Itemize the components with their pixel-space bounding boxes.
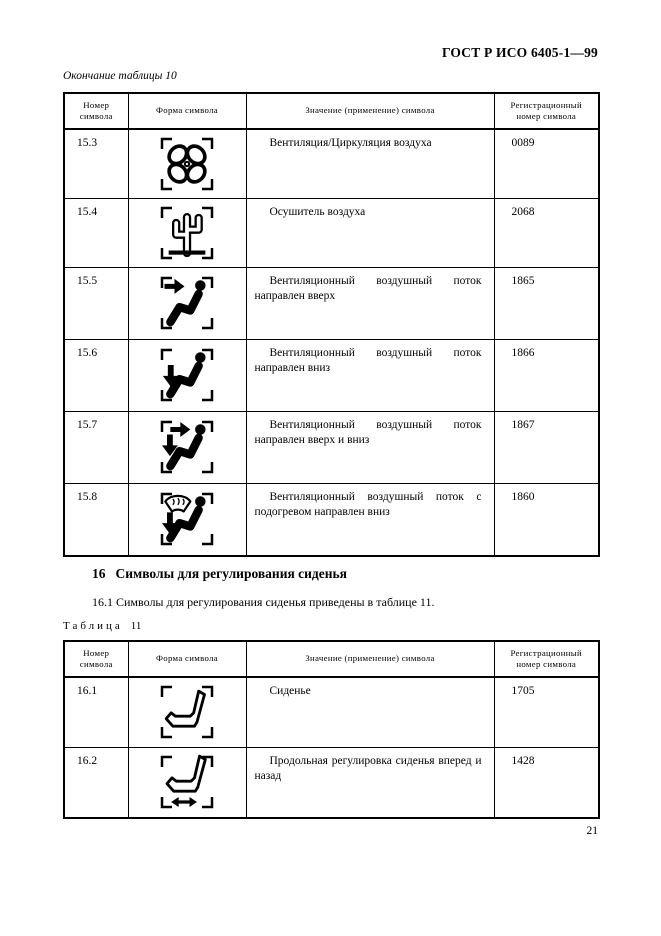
seat-airflow-up-down-icon <box>157 417 217 477</box>
seat-airflow-up-icon <box>157 273 217 333</box>
symbol-number-cell: 16.1 <box>64 677 128 747</box>
table-label-word: Таблица <box>63 620 123 632</box>
symbol-form-cell <box>128 198 246 267</box>
table-row <box>64 483 599 556</box>
table-label-number: 11 <box>130 620 142 632</box>
section-title: Символы для регулирования сиденья <box>115 566 347 581</box>
seat-airflow-down-icon <box>157 345 217 405</box>
table-header-row <box>64 641 599 677</box>
registration-number-cell: 1860 <box>494 483 599 556</box>
symbol-meaning-cell: Вентиляционный воздушный поток направлен вверх <box>246 267 494 339</box>
fan-icon <box>157 134 217 194</box>
symbol-form-cell <box>128 339 246 411</box>
table-row <box>64 198 599 267</box>
symbol-form-cell <box>128 677 246 747</box>
symbol-number-cell: 15.6 <box>64 339 128 411</box>
double-arrow-glyph <box>171 797 197 807</box>
registration-number-cell: 1705 <box>494 677 599 747</box>
registration-number-cell: 1428 <box>494 747 599 818</box>
table-continuation-note: Окончание таблицы 10 <box>63 70 177 82</box>
seat-fore-aft-adjustment-icon <box>157 752 217 812</box>
section-number: 16 <box>92 566 106 581</box>
table-header-row <box>64 93 599 129</box>
symbol-meaning-cell: Вентиляционный воздушный поток направлен вверх и вниз <box>246 411 494 483</box>
table-row <box>64 339 599 411</box>
symbol-meaning-cell: Осушитель воздуха <box>246 198 494 267</box>
symbol-form-cell <box>128 483 246 556</box>
air-dryer-cactus-icon <box>157 203 217 263</box>
symbol-number-cell: 15.5 <box>64 267 128 339</box>
table-row <box>64 129 599 198</box>
registration-number-cell: 1866 <box>494 339 599 411</box>
symbol-form-cell <box>128 411 246 483</box>
symbol-meaning-cell: Вентиляционный воздушный поток направлен вниз <box>246 339 494 411</box>
registration-number-cell: 0089 <box>494 129 599 198</box>
table-row <box>64 267 599 339</box>
table-row <box>64 677 599 747</box>
symbol-number-cell: 15.3 <box>64 129 128 198</box>
table-11 <box>63 640 600 819</box>
section-heading <box>92 566 347 582</box>
col-header-symbol-number: Номер символа <box>64 641 128 677</box>
registration-number-cell: 2068 <box>494 198 599 267</box>
symbol-meaning-cell: Вентиляционный воздушный поток с подогревом направлен вниз <box>246 483 494 556</box>
col-header-registration-number: Регистрационный номер символа <box>494 93 599 129</box>
symbol-form-cell <box>128 747 246 818</box>
col-header-symbol-meaning: Значение (применение) символа <box>246 641 494 677</box>
symbol-number-cell: 15.8 <box>64 483 128 556</box>
symbol-number-cell: 16.2 <box>64 747 128 818</box>
symbol-number-cell: 15.4 <box>64 198 128 267</box>
symbol-meaning-cell: Продольная регулировка сиденья вперед и назад <box>246 747 494 818</box>
symbol-meaning-cell: Вентиляция/Циркуляция воздуха <box>246 129 494 198</box>
symbol-number-cell: 15.7 <box>64 411 128 483</box>
table-10 <box>63 92 600 557</box>
table-row <box>64 411 599 483</box>
document-code: ГОСТ Р ИСО 6405-1—99 <box>441 45 598 60</box>
symbol-meaning-cell: Сиденье <box>246 677 494 747</box>
seat-airflow-heated-down-icon <box>157 489 217 549</box>
registration-number-cell: 1865 <box>494 267 599 339</box>
col-header-symbol-number: Номер символа <box>64 93 128 129</box>
table-row <box>64 747 599 818</box>
registration-number-cell: 1867 <box>494 411 599 483</box>
col-header-symbol-form: Форма символа <box>128 641 246 677</box>
page-number: 21 <box>586 825 598 837</box>
col-header-registration-number: Регистрационный номер символа <box>494 641 599 677</box>
table-11-label <box>63 620 141 632</box>
col-header-symbol-form: Форма символа <box>128 93 246 129</box>
symbol-form-cell <box>128 129 246 198</box>
seat-icon <box>157 682 217 742</box>
section-paragraph: 16.1 Символы для регулирования сиденья приведены в таблице 11. <box>92 595 435 609</box>
col-header-symbol-meaning: Значение (применение) символа <box>246 93 494 129</box>
symbol-form-cell <box>128 267 246 339</box>
